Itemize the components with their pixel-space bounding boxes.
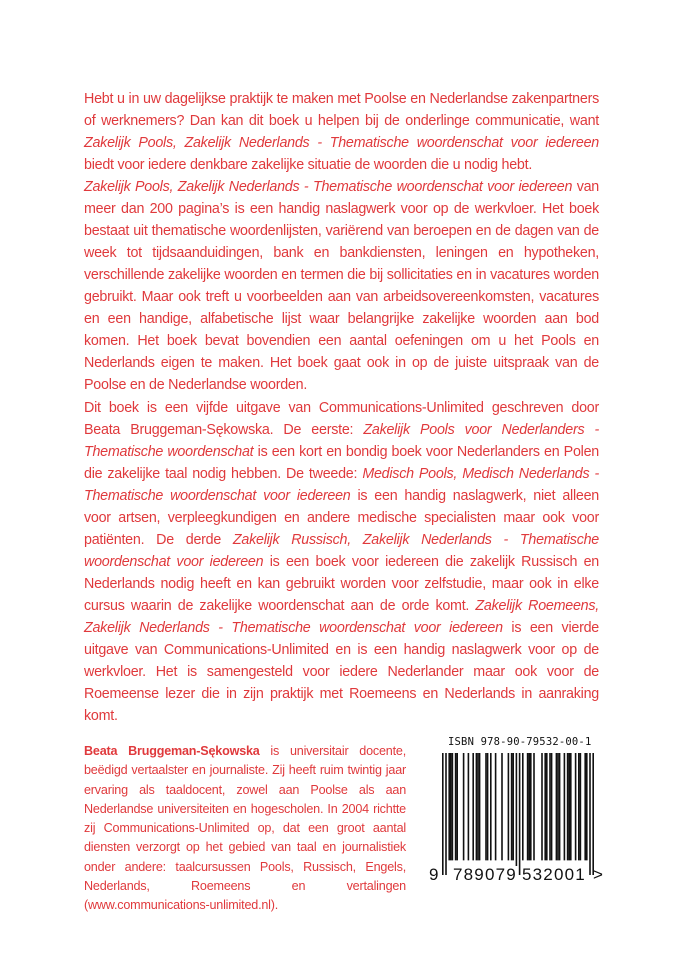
book-title: Zakelijk Roemeens, Zakelijk Nederlands - Thematische woordenschat voor iedereen bbox=[84, 598, 600, 636]
book-title: Zakelijk Russisch, Zakelijk Nederlands - Thematische woordenschat voor iedereen bbox=[84, 532, 599, 570]
barcode-quiet-zone-mark: > bbox=[593, 865, 603, 884]
paragraph-text: van meer dan 200 pagina’s is een handig naslagwerk voor op de werkvloer. Het boek bestaat uit thematische woordenlijsten, variërend van beroepen en de dagen van de week tot tijdsaanduidingen, bank en bankdiensten, leningen en hypotheken, verschillende zakelijke woorden en termen die bij sollicitaties en in vacatures worden gebruikt. Maar ook treft u voorbeelden aan van arbeidsovereenkomsten, vacatures en een handige, alfabetische lijst waar belangrijke zakelijke woorden aan bod komen. Het boek bevat bovendien een aantal oefeningen om u het Pools en Nederlands eigen te maken. Het boek gaat ook in op de juiste uitspraak van de Poolse en de Nederlandse woorden. bbox=[84, 179, 599, 393]
barcode-bar bbox=[452, 753, 454, 860]
intro-paragraph bbox=[84, 88, 599, 176]
paragraph-text: is een vierde uitgave van Communications-Unlimited en is een handig naslagwerk voor op de werkvloer. Het is samengesteld voor iedere Nederlander maar ook voor de Roemeense lezer die in zijn praktijk met Roemeens en Nederlands in aanraking komt. bbox=[84, 620, 599, 724]
barcode-bar bbox=[527, 753, 529, 860]
paragraph-text: Dit boek is een vijfde uitgave van Communications-Unlimited geschreven door Beata Bruggeman-Sękowska. De eerste: bbox=[84, 400, 599, 438]
barcode-bar bbox=[528, 753, 530, 860]
barcode-bar bbox=[479, 753, 481, 860]
barcode-bar bbox=[442, 753, 444, 875]
isbn-barcode bbox=[428, 736, 604, 896]
barcode-bar bbox=[567, 753, 569, 860]
book-title: Medisch Pools, Medisch Nederlands - Thematische woordenschat voor iedereen bbox=[84, 466, 599, 504]
paragraph-text: is een boek voor iedereen die zakelijk Russisch en Nederlands nodig heeft en kan gebruikt worden voor zelfstudie, maar ook in elke cursus waarin de zakelijke woordenschat aan de orde komt. bbox=[84, 554, 599, 614]
barcode-bar bbox=[450, 753, 452, 860]
barcode-bar bbox=[485, 753, 487, 860]
barcode-bar bbox=[584, 753, 586, 860]
barcode-bar bbox=[564, 753, 566, 860]
barcode-bar bbox=[530, 753, 532, 860]
barcode-bar bbox=[557, 753, 559, 860]
paragraph-text: is een kort en bondig boek voor Nederlanders en Polen die zakelijke taal nodig hebben. De tweede: bbox=[84, 444, 599, 482]
paragraph-text: is een handig naslagwerk, niet alleen voor artsen, verpleegkundigen en andere medische specialisten maar ook voor patiënten. De derde bbox=[84, 488, 599, 548]
barcode-bar bbox=[456, 753, 458, 860]
author-bio bbox=[84, 742, 406, 916]
barcode-bar bbox=[495, 753, 497, 860]
barcode-left-digits: 789079 bbox=[453, 865, 517, 884]
barcode-bar bbox=[487, 753, 489, 860]
author-name: Beata Bruggeman-Sękowska bbox=[84, 744, 260, 758]
barcode-bar bbox=[501, 753, 503, 860]
barcode-bar bbox=[592, 753, 594, 875]
barcode-bar bbox=[570, 753, 572, 860]
isbn-label: ISBN 978-90-79532-00-1 bbox=[448, 736, 592, 748]
barcode-bar bbox=[544, 753, 546, 860]
barcode-bar bbox=[551, 753, 553, 860]
book-description-paragraph bbox=[84, 176, 599, 396]
barcode-bar bbox=[580, 753, 582, 860]
barcode-bar bbox=[476, 753, 478, 860]
barcode-bar bbox=[556, 753, 558, 860]
book-title: Zakelijk Pools, Zakelijk Nederlands - Thematische woordenschat voor iedereen bbox=[84, 135, 599, 151]
barcode-bar bbox=[472, 753, 474, 860]
paragraph-text: biedt voor iedere denkbare zakelijke situatie de woorden die u nodig hebt. bbox=[84, 157, 533, 173]
barcode-bar bbox=[477, 753, 479, 860]
barcode-bar bbox=[533, 753, 535, 860]
paragraph-text: Hebt u in uw dagelijkse praktijk te maken met Poolse en Nederlandse zakenpartners of werknemers? Dan kan dit boek u helpen bij de onderlinge communicatie, want bbox=[84, 91, 599, 129]
barcode-bars bbox=[442, 753, 594, 875]
book-title: Zakelijk Pools, Zakelijk Nederlands - Thematische woordenschat voor iedereen bbox=[84, 179, 573, 195]
barcode-bar bbox=[508, 753, 510, 860]
barcode-bar bbox=[448, 753, 450, 860]
barcode-right-digits: 532001 bbox=[522, 865, 586, 884]
barcode-bar bbox=[468, 753, 470, 860]
barcode-bar bbox=[586, 753, 588, 860]
barcode-bar bbox=[516, 753, 518, 875]
author-bio-text: is universitair docente, beëdigd vertaalster en journaliste. Zij heeft ruim twintig jaar ervaring als taaldocent, zowel aan Poolse als aan Nederlandse universiteiten en hogescholen. In 2004 richtte zij Communications-Unlimited op, dat een groot aantal diensten verzorgt op het gebied van taal en journalistiek onder andere: taalcursussen Pools, Russisch, Engels, Nederlands, Roemeens en vertalingen (www.communications-unlimited.nl). bbox=[84, 744, 406, 913]
barcode-bar bbox=[445, 753, 447, 875]
barcode-bar bbox=[490, 753, 492, 860]
barcode-bar bbox=[559, 753, 561, 860]
barcode-bar bbox=[541, 753, 543, 860]
barcode-bar bbox=[589, 753, 591, 875]
barcode-bar bbox=[522, 753, 524, 860]
barcode-bar bbox=[455, 753, 457, 860]
book-title: Zakelijk Pools voor Nederlanders - Thematische woordenschat bbox=[84, 422, 599, 460]
barcode-first-digit: 9 bbox=[429, 865, 439, 884]
barcode-bar bbox=[575, 753, 577, 860]
barcode-bar bbox=[463, 753, 465, 860]
barcode-bar bbox=[511, 753, 513, 860]
barcode-bar bbox=[546, 753, 548, 860]
barcode-bar bbox=[578, 753, 580, 860]
barcode-bar bbox=[549, 753, 551, 860]
barcode-bar bbox=[519, 753, 521, 875]
barcode-bar bbox=[512, 753, 514, 860]
other-publications-paragraph bbox=[84, 397, 599, 727]
barcode-bar bbox=[568, 753, 570, 860]
